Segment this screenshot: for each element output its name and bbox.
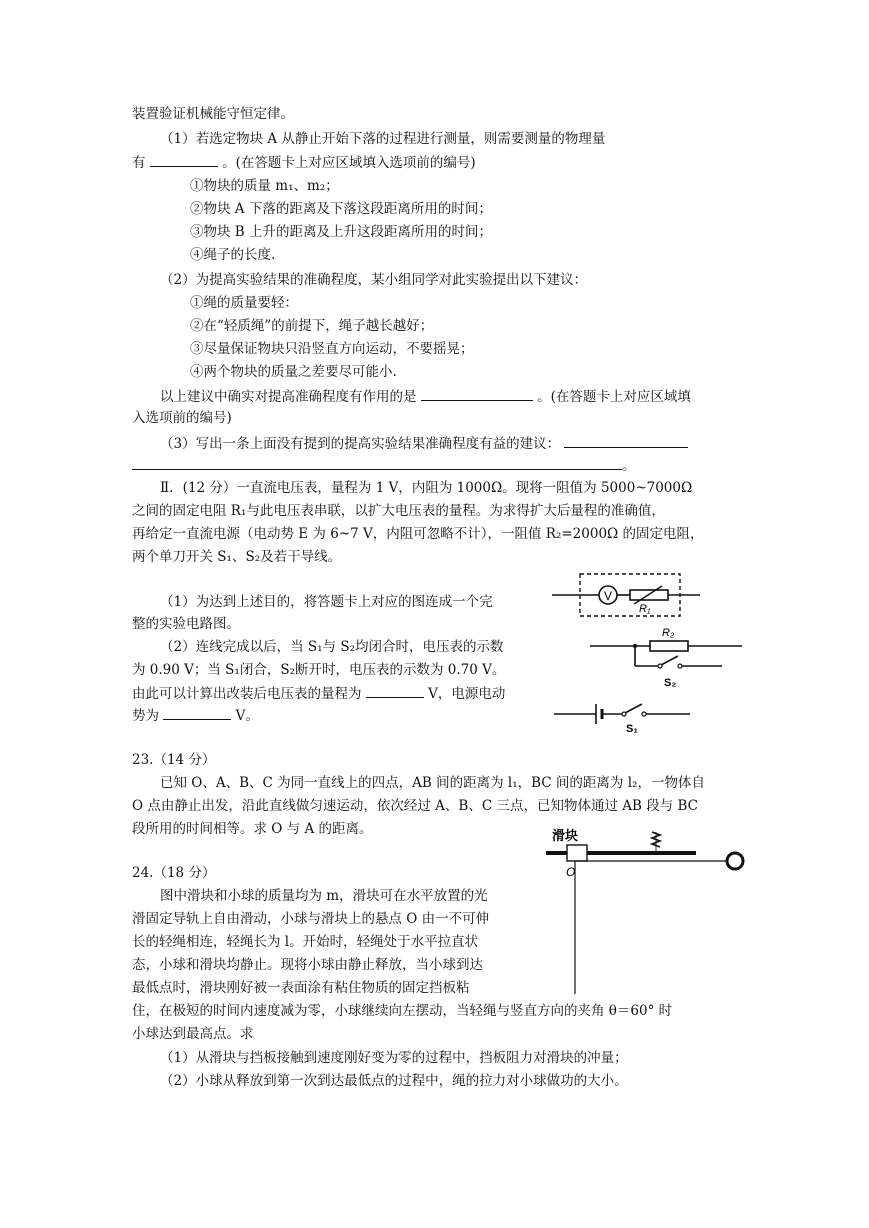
range-suffix: V，电源电动 <box>428 686 506 702</box>
q22b-sub2-line-3 <box>132 683 505 704</box>
q22b-sub2-line-2: 为 0.90 V；当 S₁闭合，S₂断开时，电压表的示数为 0.70 V。 <box>132 662 506 678</box>
answer-blank-3b[interactable] <box>132 455 622 470</box>
part2-option-2: ②在“轻质绳”的前提下，绳子越长越好； <box>190 318 434 334</box>
answer-blank-1[interactable] <box>150 152 218 167</box>
s1-contact-right <box>642 712 646 716</box>
block-label: 滑块 <box>552 828 579 843</box>
part3-cont <box>132 455 636 476</box>
part3-text: （3）写出一条上面没有提到的提高实验结果准确程度有益的建议： <box>160 436 561 452</box>
q23-line-1: 已知 O、A、B、C 为同一直线上的四点，AB 间的距离为 l₁，BC 间的距离为 l₂，一物体自 <box>160 775 705 791</box>
junction-dot <box>633 644 637 648</box>
part2-option-4: ④两个物块的质量之差要尽可能小. <box>190 364 397 380</box>
q24-title: 24.（18 分） <box>132 865 216 881</box>
part2-option-1: ①绳的质量要轻： <box>190 295 298 311</box>
s2-lever <box>661 656 678 665</box>
part2-answer-cont: 入选项前的编号) <box>132 410 232 426</box>
answer-blank-range[interactable] <box>366 683 424 698</box>
part2-answer-suffix: 。(在答题卡上对应区域填 <box>537 389 691 405</box>
pivot-label: O <box>566 865 576 879</box>
answer-blank-2[interactable] <box>421 386 533 401</box>
part2-question: （2）为提高实验结果的准确程度，某小组同学对此实验提出以下建议： <box>160 272 588 288</box>
r1-label: R₁ <box>639 603 651 615</box>
q23-line-2: O 点由静止出发，沿此直线做匀速运动，依次经过 A、B、C 三点，已知物体通过 AB 段与 BC <box>132 798 698 814</box>
q22b-line-3: 再给定一直流电源（电动势 E 为 6~7 V，内阻可忽略不计），一阻值 R₂=2000Ω 的固定电阻， <box>132 526 704 542</box>
range-prefix: 由此可以计算出改装后电压表的量程为 <box>132 686 362 702</box>
s2-label: S₂ <box>664 677 677 689</box>
part1-suffix: 。(在答题卡上对应区域填入选项前的编号) <box>222 155 476 171</box>
r2-label: R₂ <box>662 627 675 639</box>
q22b-sub2-line-1: （2）连线完成以后，当 S₁与 S₂均闭合时，电压表的示数 <box>160 639 504 655</box>
part1-prefix: 有 <box>132 155 146 171</box>
q24-line-6: 住，在极短的时间内速度减为零，小球继续向左摆动，当轻绳与竖直方向的夹角 θ＝60° 时 <box>132 1003 673 1019</box>
part1-option-4: ④绳子的长度. <box>190 247 276 263</box>
part1-option-1: ①物块的质量 m₁、m₂； <box>190 178 339 194</box>
q24-line-5: 最低点时，滑块刚好被一表面涂有粘住物质的固定挡板粘 <box>132 980 470 996</box>
q24-sub-1: （1）从滑块与挡板接触到速度刚好变为零的过程中，挡板阻力对滑块的冲量； <box>160 1050 628 1066</box>
emf-prefix: 势为 <box>132 708 159 724</box>
answer-blank-3a[interactable] <box>564 433 688 448</box>
part1-question: （1）若选定物块 A 从静止开始下落的过程进行测量，则需要测量的物理量 <box>160 131 606 147</box>
part2-answer-line <box>160 386 691 407</box>
q22b-sub2-line-4 <box>132 705 259 726</box>
part1-option-3: ③物块 B 上升的距离及上升这段距离所用的时间； <box>190 224 493 240</box>
answer-blank-emf[interactable] <box>163 705 231 720</box>
part2-option-3: ③尽量保证物块只沿竖直方向运动，不要摇晃； <box>190 341 474 357</box>
circuit-diagram <box>550 568 750 738</box>
q24-line-4: 态，小球和滑块均静止。现将小球由静止释放，当小球到达 <box>132 957 483 973</box>
intro-line: 装置验证机械能守恒定律。 <box>132 106 294 122</box>
resistor-r2 <box>650 641 688 651</box>
q24-line-3: 长的轻绳相连，轻绳长为 l。开始时，轻绳处于水平拉直状 <box>132 934 479 950</box>
q23-line-3: 段所用的时间相等。求 O 与 A 的距离。 <box>132 821 373 837</box>
q22b-line-2: 之间的固定电阻 R₁与此电压表串联，以扩大电压表的量程。为求得扩大后量程的准确值， <box>132 503 665 519</box>
q24-line-2: 滑固定导轨上自由滑动，小球与滑块上的悬点 O 由一不可伸 <box>132 911 490 927</box>
part3-end: 。 <box>622 458 636 474</box>
s2-contact-right <box>678 664 682 668</box>
s1-lever <box>625 704 642 713</box>
part3-question <box>160 433 688 454</box>
q22b-line-1: Ⅱ．(12 分）一直流电压表，量程为 1 V，内阻为 1000Ω。现将一阻值为 5000~7000Ω <box>160 480 693 496</box>
slider-block <box>567 845 587 861</box>
q22b-sub1-line-2: 整的实验电路图。 <box>132 616 240 632</box>
pendulum-diagram <box>540 826 755 998</box>
part1-question-cont <box>132 152 476 173</box>
part2-answer-prefix: 以上建议中确实对提高准确程度有作用的是 <box>160 389 417 405</box>
q24-line-1: 图中滑块和小球的质量均为 m，滑块可在水平放置的光 <box>160 888 488 904</box>
q22b-line-4: 两个单刀开关 S₁、S₂及若干导线。 <box>132 549 342 565</box>
ball-icon <box>727 853 743 869</box>
s1-label: S₁ <box>626 723 638 735</box>
emf-suffix: V。 <box>235 708 259 724</box>
q24-sub-2: （2）小球从释放到第一次到达最低点的过程中，绳的拉力对小球做功的大小。 <box>160 1073 628 1089</box>
q23-title: 23.（14 分） <box>132 752 216 768</box>
voltmeter-label: V <box>604 589 613 603</box>
part1-option-2: ②物块 A 下落的距离及下落这段距离所用的时间； <box>190 201 492 217</box>
q24-line-7: 小球达到最高点。求 <box>132 1026 254 1042</box>
q22b-sub1-line-1: （1）为达到上述目的，将答题卡上对应的图连成一个完 <box>160 594 493 610</box>
